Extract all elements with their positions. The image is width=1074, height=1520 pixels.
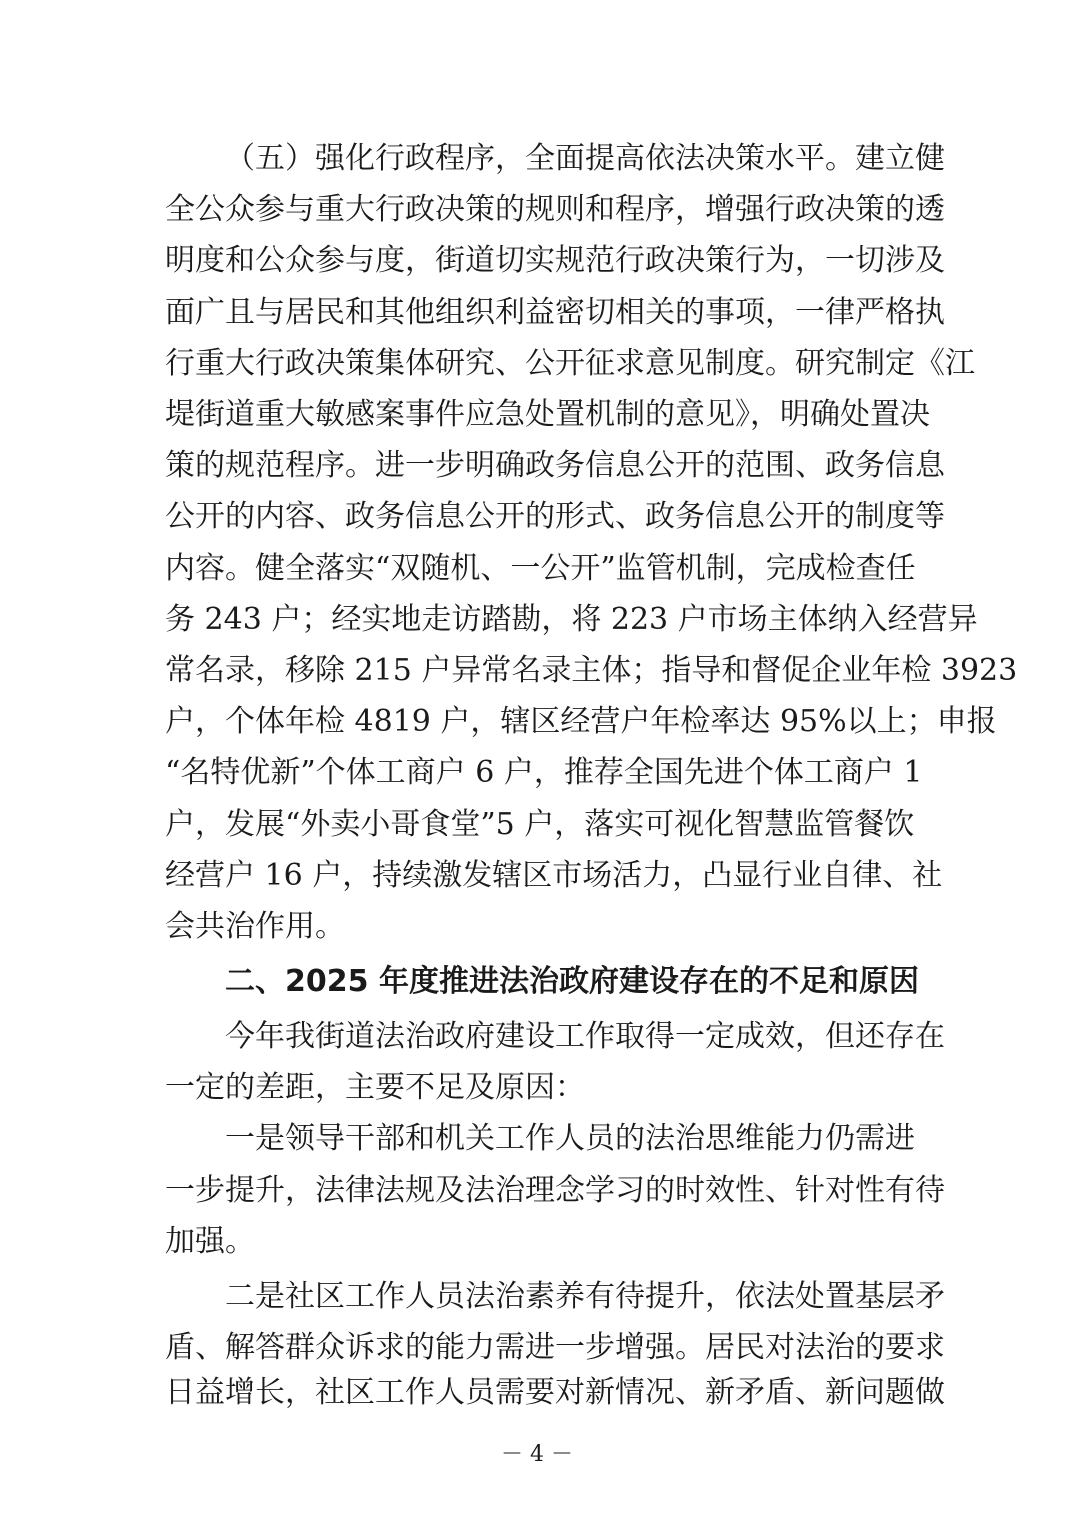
paragraph-line: 明度和公众参与度，街道切实规范行政决策行为，一切涉及 xyxy=(165,243,945,279)
paragraph-line: 一定的差距，主要不足及原因： xyxy=(165,1070,585,1106)
paragraph-line: 策的规范程序。进一步明确政务信息公开的范围、政务信息 xyxy=(165,448,945,484)
page-number: － 4 － xyxy=(501,1442,573,1467)
paragraph-line: 常名录，移除 215 户异常名录主体；指导和督促企业年检 3923 xyxy=(165,653,1018,688)
paragraph-line: （五）强化行政程序，全面提高依法决策水平。建立健 xyxy=(225,141,945,176)
paragraph-line: 户，个体年检 4819 户，辖区经营户年检率达 95%以上；申报 xyxy=(165,704,997,740)
paragraph-line: 全公众参与重大行政决策的规则和程序，增强行政决策的透 xyxy=(165,192,945,228)
paragraph-line: 会共治作用。 xyxy=(165,909,345,944)
paragraph-line: 二是社区工作人员法治素养有待提升，依法处置基层矛 xyxy=(225,1278,945,1314)
paragraph-line: 日益增长，社区工作人员需要对新情况、新矛盾、新问题做 xyxy=(165,1375,945,1410)
paragraph-line: 内容。健全落实“双随机、一公开”监管机制，完成检查任 xyxy=(165,550,916,586)
paragraph-line: 加强。 xyxy=(165,1223,255,1259)
paragraph-line: 一步提升，法律法规及法治理念学习的时效性、针对性有待 xyxy=(165,1172,945,1208)
paragraph-line: 今年我街道法治政府建设工作取得一定成效，但还存在 xyxy=(225,1018,945,1054)
paragraph-line: “名特优新”个体工商户 6 户，推荐全国先进个体工商户 1 xyxy=(165,755,923,791)
paragraph-line: 公开的内容、政务信息公开的形式、政务信息公开的制度等 xyxy=(165,499,945,535)
paragraph-line: 面广且与居民和其他组织利益密切相关的事项，一律严格执 xyxy=(165,294,945,330)
paragraph-line: 行重大行政决策集体研究、公开征求意见制度。研究制定《江 xyxy=(165,345,975,381)
paragraph-line: 堤街道重大敏感案事件应急处置机制的意见》，明确处置决 xyxy=(165,397,930,432)
paragraph-line: 务 243 户；经实地走访踏勘，将 223 户市场主体纳入经营异 xyxy=(165,601,978,637)
paragraph-line: 经营户 16 户，持续激发辖区市场活力，凸显行业自律、社 xyxy=(165,857,943,893)
paragraph-line: 户，发展“外卖小哥食堂”5 户，落实可视化智慧监管餐饮 xyxy=(165,806,915,842)
section-heading: 二、2025 年度推进法治政府建设存在的不足和原因 xyxy=(225,963,919,999)
paragraph-line: 一是领导干部和机关工作人员的法治思维能力仍需进 xyxy=(225,1121,915,1157)
paragraph-line: 盾、解答群众诉求的能力需进一步增强。居民对法治的要求 xyxy=(165,1329,945,1365)
